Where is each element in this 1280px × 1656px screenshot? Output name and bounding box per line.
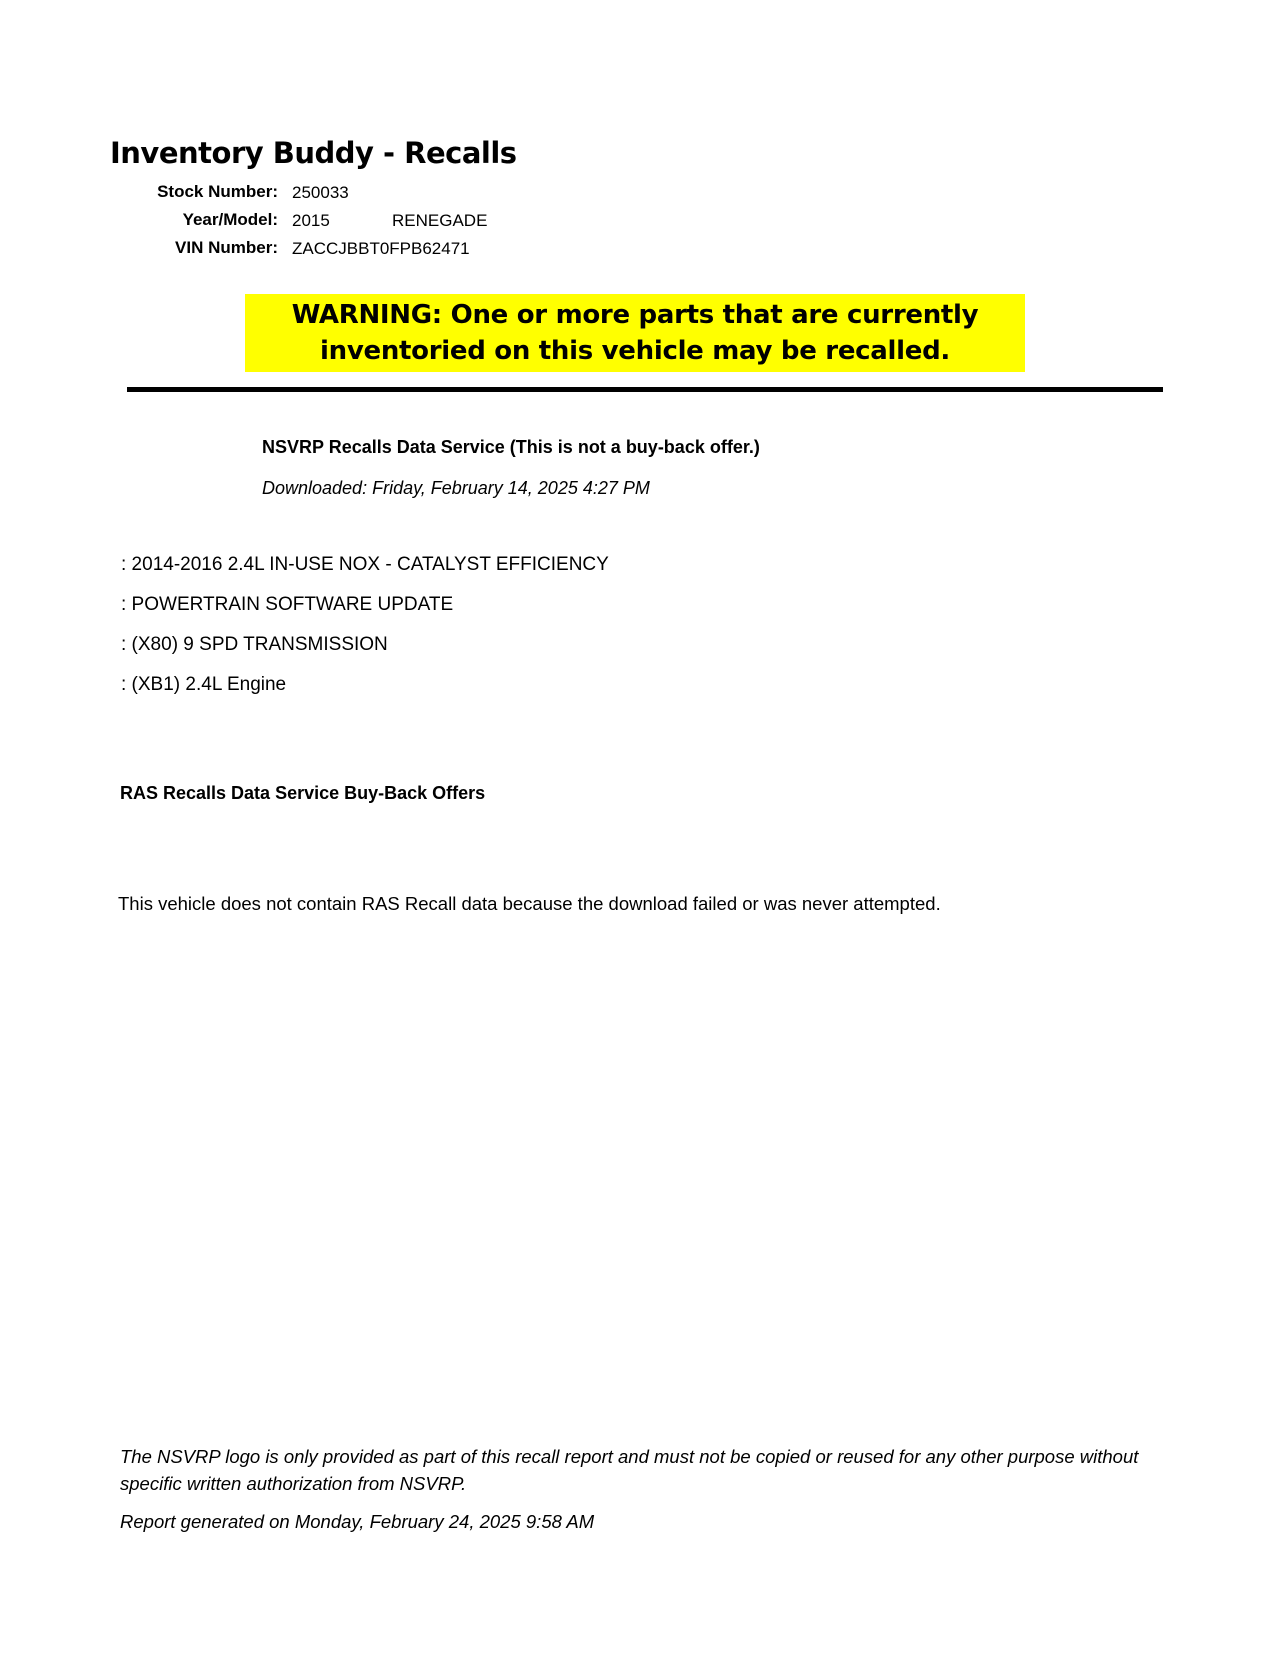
report-generated-timestamp: Report generated on Monday, February 24, 2025 9:58 AM (120, 1511, 595, 1532)
year-value: 2015 (292, 211, 330, 230)
recall-item: : (X80) 9 SPD TRANSMISSION (121, 634, 388, 655)
vin-number-label: VIN Number: (175, 238, 278, 257)
recall-item: : 2014-2016 2.4L IN-USE NOX - CATALYST EFFICIENCY (121, 554, 609, 575)
warning-line-1: WARNING: One or more parts that are currently (291, 300, 979, 330)
section-divider (127, 387, 1163, 392)
download-timestamp: Downloaded: Friday, February 14, 2025 4:27 PM (262, 478, 650, 498)
recall-item: : POWERTRAIN SOFTWARE UPDATE (121, 594, 454, 615)
nsvrp-section-heading: NSVRP Recalls Data Service (This is not a buy-back offer.) (262, 437, 760, 457)
stock-number-value: 250033 (292, 183, 349, 202)
year-model-label: Year/Model: (182, 210, 278, 229)
ras-status-message: This vehicle does not contain RAS Recall data because the download failed or was never attempted. (118, 893, 941, 914)
warning-line-2: inventoried on this vehicle may be recalled. (320, 336, 950, 366)
recall-list (121, 553, 609, 713)
page-title: Inventory Buddy - Recalls (110, 136, 517, 170)
recall-item: : (XB1) 2.4L Engine (121, 674, 287, 695)
ras-section-heading: RAS Recalls Data Service Buy-Back Offers (120, 783, 486, 803)
nsvrp-logo-disclaimer: The NSVRP logo is only provided as part of this recall report and must not be copied or reused for any other purpose without specific written authorization from NSVRP. (120, 1446, 1139, 1494)
vin-number-value: ZACCJBBT0FPB62471 (292, 239, 470, 258)
model-value: RENEGADE (392, 211, 488, 230)
year-model-row (0, 210, 1280, 238)
stock-number-label: Stock Number: (157, 182, 278, 201)
recall-warning-banner (245, 294, 1025, 372)
vin-number-row (0, 238, 1280, 266)
stock-number-row (0, 182, 1280, 210)
